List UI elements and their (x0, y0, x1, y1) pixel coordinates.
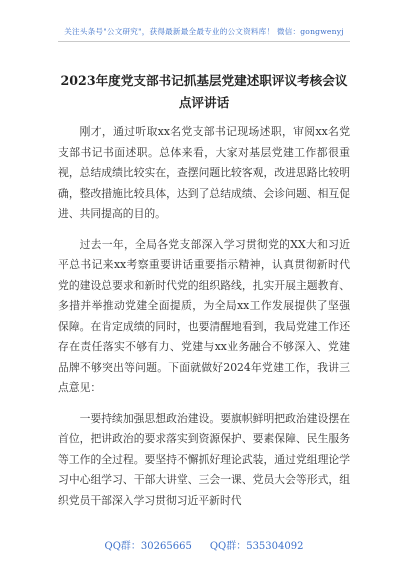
footer-qq-group-2: QQ群：535304092 (209, 541, 304, 552)
header-banner: 关注头条号"公文研究"，获得最新最全最专业的公文资料库！ 微信：gongwenyj (64, 27, 344, 36)
footer-qq-group-1: QQ群：30265665 (104, 541, 192, 552)
paragraph-intro: 刚才，通过听取xx名党支部书记现场述职，审阅xx名党支部书记书面述职。总体来看，大家对基层党建工作都很重视，总结成绩比较实在，查摆问题比较客观，改进思路比较明确，整改措施比较具体，达到了总结成绩、会诊问题、相互促进、共同提高的目的。 (58, 125, 350, 220)
header-divider (58, 41, 350, 42)
paragraph-review: 过去一年，全局各党支部深入学习贯彻党的XX大和习近平总书记来xx考察重要讲话重要指示精神，认真贯彻新时代党的建设总要求和新时代党的组织路线，扎实开展主题教育、多措并举推动党建全面提质，为全局xx工作发展提供了坚强保障。在肯定成绩的同时，也要清醒地看到，我局党建工作还存在责任落实不够有力、党建与xx业务融合不够深入、党建品牌不够突出等问题。下面就做好2024年党建工作，我讲三点意见： (58, 237, 350, 394)
paragraph-point-one: 一要持续加强思想政治建设。要旗帜鲜明把政治建设摆在首位，把讲政治的要求落实到资源保护、要素保障、民生服务等工作的全过程。要坚持不懈抓好理论武装，通过党组理论学习中心组学习、干部大讲堂、三会一课、党员大会等形式，组织党员干部深入学习贯彻习近平新时代 (58, 411, 350, 507)
footer (0, 537, 408, 552)
document-body (58, 122, 350, 521)
document-title: 2023年度党支部书记抓基层党建述职评议考核会议点评讲话 (60, 73, 348, 110)
